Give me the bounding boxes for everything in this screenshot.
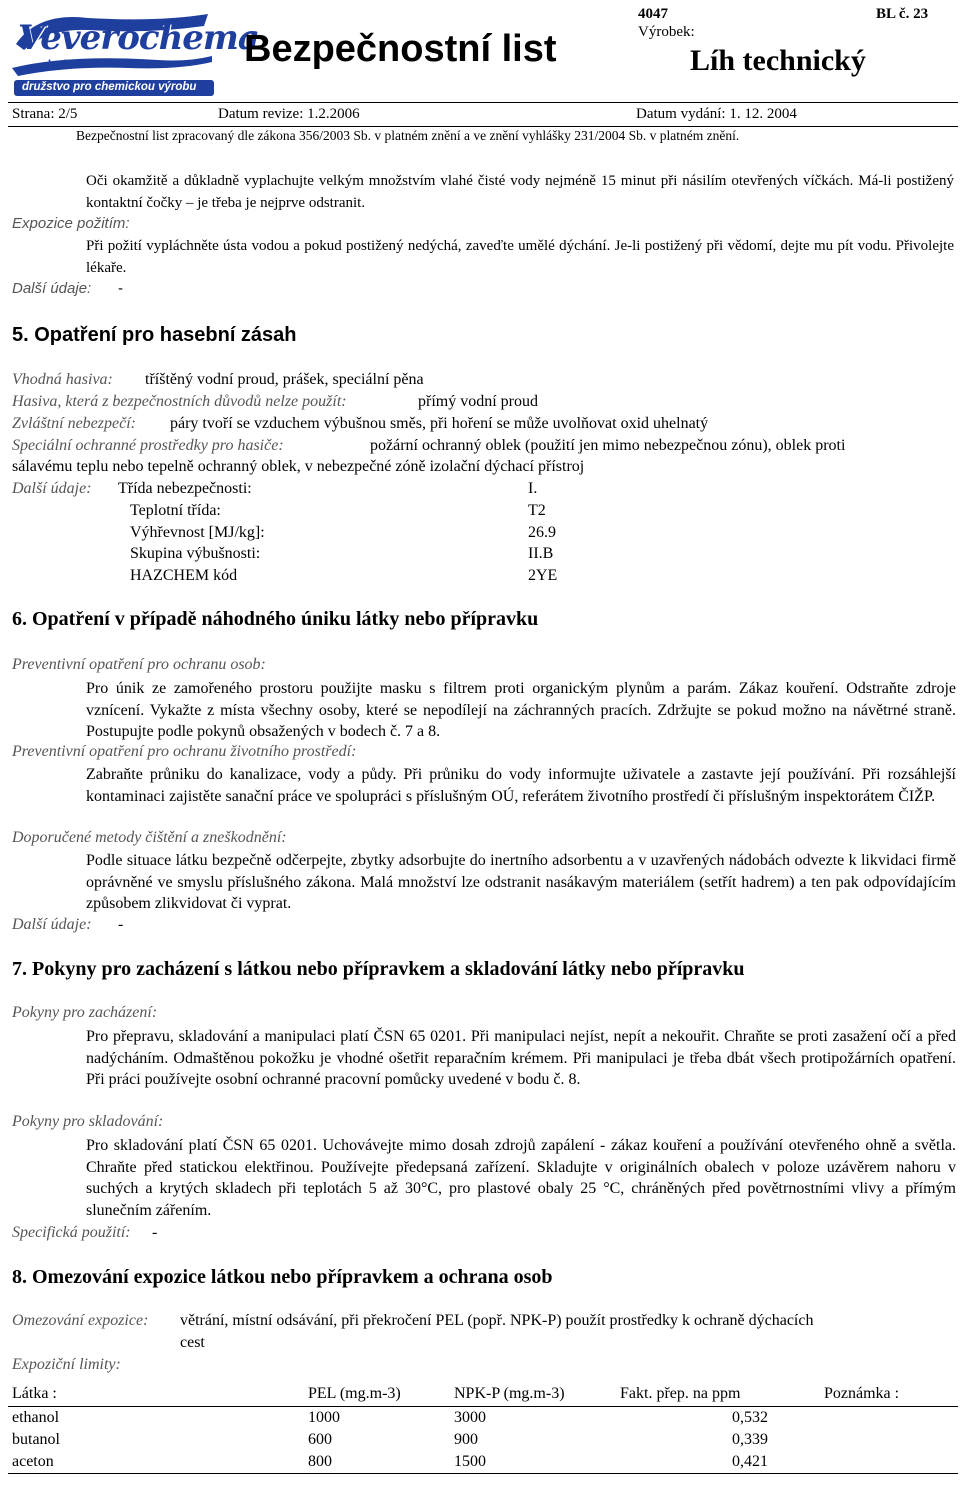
cleanup-methods-text: Podle situace látku bezpečně odčerpejte, zbytky adsorbujte do inertního adsorbentu a v uzavřených nádobách odvezte k likvidaci firmě oprávněné ve smyslu příslušného zákona. Malá množství lze odstranit nasákavým materiálem (setřít hadrem) a ten pak odpovídajícím způsobem zlikvidovat či vyprat. <box>86 852 956 912</box>
column-header: Fakt. přep. na ppm <box>616 1382 820 1407</box>
property-label: Skupina výbušnosti: <box>130 545 261 562</box>
table-cell: 900 <box>454 1431 478 1448</box>
column-header: Látka : <box>8 1382 304 1407</box>
section4-other-label: Další údaje: <box>12 280 92 297</box>
table-cell: 600 <box>308 1431 332 1448</box>
table-row <box>8 1429 958 1451</box>
section5-other-label: Další údaje: <box>12 480 92 497</box>
exposure-control-label: Omezování expozice: <box>12 1312 149 1329</box>
page-number: Strana: 2/5 <box>12 106 78 122</box>
product-number: 4047 <box>638 6 668 22</box>
product-label: Výrobek: <box>638 24 695 40</box>
property-value: 2YE <box>528 567 558 584</box>
handling-label: Pokyny pro zacházení: <box>12 1004 158 1021</box>
table-cell: aceton <box>8 1451 304 1474</box>
table-header-row <box>8 1382 958 1407</box>
eye-first-aid-text: Oči okamžitě a důkladně vyplachujte velkým množstvím vlahé čisté vody nejméně 15 minut při násilím otevřených víčkách. Má-li postižený kontaktní čočky – je třeba je nejprve odstranit. <box>86 173 954 211</box>
legal-note: Bezpečnostní list zpracovaný dle zákona 356/2003 Sb. v platném znění a ve znění vyhlášky 231/2004 Sb. v platném znění. <box>76 128 740 143</box>
section-7-title: 7. Pokyny pro zacházení s látkou nebo přípravkem a skladování látky nebo přípravku <box>12 958 745 980</box>
ingestion-text: Při požití vypláchněte ústa vodou a pokud postižený nedýchá, zaveďte umělé dýchání. Je-li postižený při vědomí, dejte mu pít vodu. Přivolejte lékaře. <box>86 238 954 276</box>
special-hazards-value: páry tvoří se vzduchem výbušnou směs, při hoření se může uvolňovat oxid uhelnatý <box>170 415 709 432</box>
column-header: Poznámka : <box>820 1382 958 1407</box>
env-precautions-label: Preventivní opatření pro ochranu životního prostředí: <box>12 743 357 760</box>
header-divider-2 <box>8 126 958 127</box>
table-row <box>8 1451 958 1474</box>
suitable-media-label: Vhodná hasiva: <box>12 371 113 388</box>
column-header: NPK-P (mg.m-3) <box>450 1382 616 1407</box>
property-label: Třída nebezpečnosti: <box>118 480 252 497</box>
table-cell <box>820 1451 958 1474</box>
issue-date: Datum vydání: 1. 12. 2004 <box>636 106 797 122</box>
table-cell: butanol <box>12 1431 60 1448</box>
logo-tagline: družstvo pro chemickou výrobu <box>22 81 197 93</box>
header-divider <box>8 102 958 103</box>
suitable-media-value: tříštěný vodní proud, prášek, speciální pěna <box>145 371 424 388</box>
table-cell: 3000 <box>454 1409 486 1426</box>
env-precautions-text: Zabraňte průniku do kanalizace, vody a půdy. Při průniku do vody informujte uživatele a zastavte její používání. Při rozsáhlejší kontaminaci zajistěte sanační práce ve spolupráci s příslušným OÚ, referátem životního prostředí či příslušným inspektorátem ČIŽP. <box>86 766 956 805</box>
logo-wordmark: Veverochema <box>18 18 259 58</box>
section-6-title: 6. Opatření v případě náhodného úniku látky nebo přípravku <box>12 608 539 630</box>
handling-text: Pro přepravu, skladování a manipulaci platí ČSN 65 0201. Při manipulaci nejíst, nepít a nekouřit. Chraňte se proti zasažení očí a před nadýcháním. Odmaštěnou pokožku je vhodné ošetřit reparačním krémem. Při manipulaci je třeba dbát všech protipožárních opatření. Při práci používejte osobní ochranné pracovní pomůcky uvedené v bodu č. 8. <box>86 1028 956 1088</box>
company-logo <box>8 4 259 100</box>
column-header: PEL (mg.m-3) <box>304 1382 450 1407</box>
bl-number: BL č. 23 <box>876 6 929 22</box>
table-cell: 0,421 <box>616 1451 820 1474</box>
table-cell: 0,339 <box>732 1431 768 1448</box>
specific-use-label: Specifická použití: <box>12 1224 131 1241</box>
unsuitable-media-value: přímý vodní proud <box>418 393 538 410</box>
product-name: Líh technický <box>690 44 866 77</box>
section6-other-value: - <box>118 916 124 933</box>
section-5-title: 5. Opatření pro hasební zásah <box>12 324 297 346</box>
property-value: I. <box>528 480 538 497</box>
property-value: T2 <box>528 502 546 519</box>
ingestion-label: Expozice požitím: <box>12 215 130 232</box>
table-cell: ethanol <box>12 1409 60 1426</box>
personal-precautions-label: Preventivní opatření pro ochranu osob: <box>12 656 266 673</box>
logo-city: LIBEREC <box>48 58 160 70</box>
exposure-limits-table <box>8 1382 958 1474</box>
storage-label: Pokyny pro skladování: <box>12 1113 164 1130</box>
section4-other-value: - <box>118 280 123 297</box>
specific-use-value: - <box>152 1224 158 1241</box>
exposure-limits-label: Expoziční limity: <box>12 1356 121 1373</box>
table-cell <box>820 1429 958 1451</box>
property-value: II.B <box>528 545 554 562</box>
cleanup-methods-label: Doporučené metody čištění a zneškodnění: <box>12 829 287 846</box>
property-label: HAZCHEM kód <box>130 567 238 584</box>
section-8-title: 8. Omezování expozice látkou nebo přípravkem a ochrana osob <box>12 1266 553 1288</box>
table-cell <box>820 1407 958 1430</box>
property-label: Výhřevnost [MJ/kg]: <box>130 524 265 541</box>
firefighter-ppe-value-1: požární ochranný oblek (použití jen mimo nebezpečnou zónu), oblek proti <box>370 437 846 454</box>
exposure-control-value-1: větrání, místní odsávání, při překročení PEL (popř. NPK-P) použít prostředky k ochraně dýchacích <box>180 1312 814 1329</box>
table-row <box>8 1407 958 1430</box>
property-value: 26.9 <box>528 524 556 541</box>
table-cell: 1000 <box>308 1409 340 1426</box>
property-label: Teplotní třída: <box>130 502 221 519</box>
revision-date: Datum revize: 1.2.2006 <box>218 106 360 122</box>
table-cell: 1500 <box>450 1451 616 1474</box>
document-title: Bezpečnostní list <box>244 28 557 70</box>
section6-other-label: Další údaje: <box>12 916 92 933</box>
personal-precautions-text: Pro únik ze zamořeného prostoru použijte masku s filtrem proti organickým plynům a parám. Zákaz kouření. Odstraňte zdroje vznícení. Vykažte z místa všechny osoby, které se nepodílejí na záchranných pracích. Zdržujte se pokud možno na návětrné straně. Postupujte podle pokynů obsažených v bodech č. 7 a 8. <box>86 680 956 740</box>
table-cell: 0,532 <box>732 1409 768 1426</box>
table-cell: 800 <box>304 1451 450 1474</box>
firefighter-ppe-value-2: sálavému teplu nebo tepelně ochranný oblek, v nebezpečné zóně izolační dýchací přístroj <box>12 458 585 475</box>
special-hazards-label: Zvláštní nebezpečí: <box>12 415 136 432</box>
firefighter-ppe-label: Speciální ochranné prostředky pro hasiče: <box>12 437 284 454</box>
exposure-control-value-2: cest <box>180 1334 205 1351</box>
unsuitable-media-label: Hasiva, která z bezpečnostních důvodů nelze použít: <box>12 393 347 410</box>
storage-text: Pro skladování platí ČSN 65 0201. Uchovávejte mimo dosah zdrojů zapálení - zákaz kouření a používání otevřeného ohně a světla. Chraňte před statickou elektřinou. Používejte předepsaná zařízení. Skladujte v originálních obalech v poloze uzávěrem nahoru v suchých a krytých skladech při teplotách 5 až 30°C, pro plastové obaly 25 °C, chráněných před povětrnostními vlivy a přímým slunečním zářením. <box>86 1137 956 1219</box>
